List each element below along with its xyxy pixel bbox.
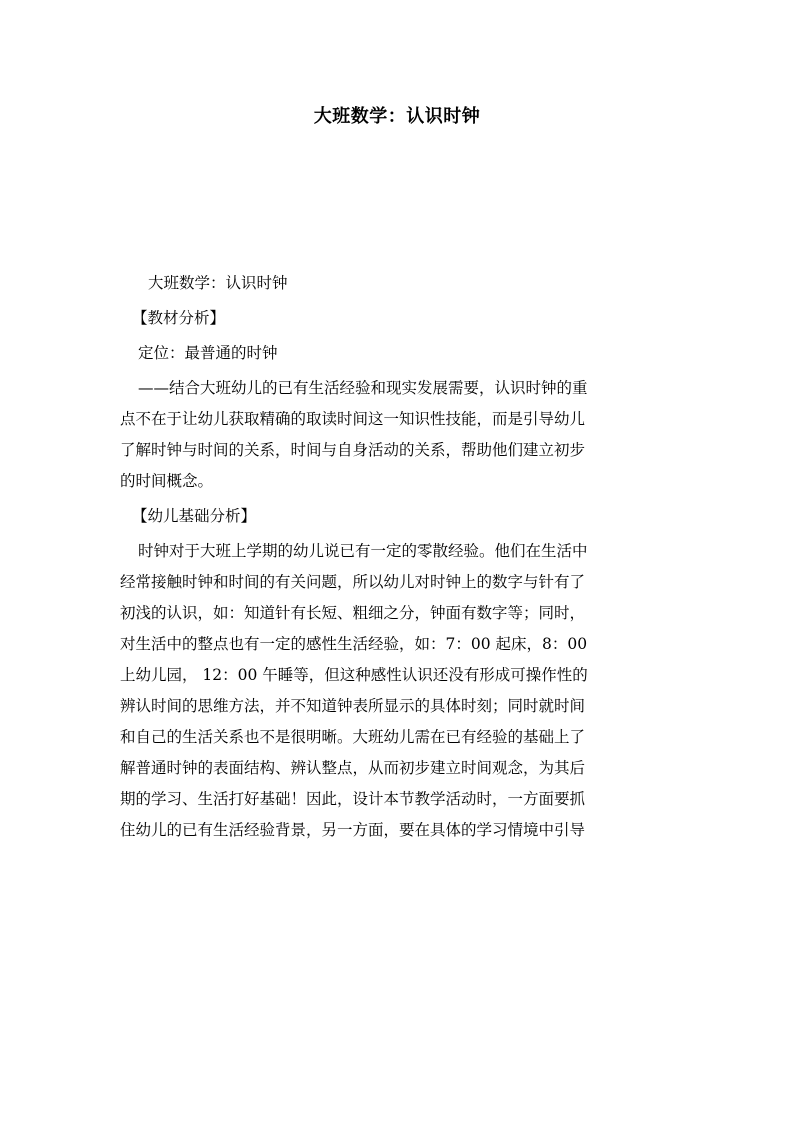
paragraph-line: 初浅的认识，如：知道针有长短、粗细之分，钟面有数字等；同时， xyxy=(120,604,586,622)
paragraph-line: 和自己的生活关系也不是很明晰。大班幼儿需在已有经验的基础上了 xyxy=(120,728,586,746)
document-body xyxy=(120,268,678,846)
paragraph-line: ——结合大班幼儿的已有生活经验和现实发展需要，认识时钟的重 xyxy=(138,379,588,397)
paragraph-line: 辨认时间的思维方法，并不知道钟表所显示的具体时刻；同时就时间 xyxy=(120,697,586,715)
paragraph-line: 的时间概念。 xyxy=(120,472,214,490)
section-heading-teaching-material: 【教材分析】 xyxy=(132,309,226,327)
document-subtitle: 大班数学：认识时钟 xyxy=(148,274,288,292)
paragraph-line: 经常接触时钟和时间的有关问题，所以幼儿对时钟上的数字与针有了 xyxy=(120,573,586,591)
paragraph-line: 解普通时钟的表面结构、辨认整点，从而初步建立时间观念，为其后 xyxy=(120,759,586,777)
paragraph-line: 时钟对于大班上学期的幼儿说已有一定的零散经验。他们在生活中 xyxy=(138,542,588,560)
paragraph-teaching-analysis xyxy=(120,373,678,497)
paragraph-line: 对生活中的整点也有一定的感性生活经验，如：7：00 起床，8：00 xyxy=(120,635,588,653)
paragraph-line: 点不在于让幼儿获取精确的取读时间这一知识性技能，而是引导幼儿 xyxy=(120,410,586,428)
positioning-line: 定位：最普通的时钟 xyxy=(138,344,278,362)
paragraph-line: 了解时钟与时间的关系，时间与自身活动的关系，帮助他们建立初步 xyxy=(120,441,586,459)
paragraph-line: 上幼儿园， 12：00 午睡等，但这种感性认识还没有形成可操作性的 xyxy=(120,666,588,684)
paragraph-line: 住幼儿的已有生活经验背景，另一方面，要在具体的学习情境中引导 xyxy=(120,821,586,839)
paragraph-child-foundation xyxy=(120,536,678,846)
section-heading-child-foundation: 【幼儿基础分析】 xyxy=(132,507,257,525)
document-title: 大班数学：认识时钟 xyxy=(313,106,481,127)
paragraph-line: 期的学习、生活打好基础！因此，设计本节教学活动时，一方面要抓 xyxy=(120,790,586,808)
